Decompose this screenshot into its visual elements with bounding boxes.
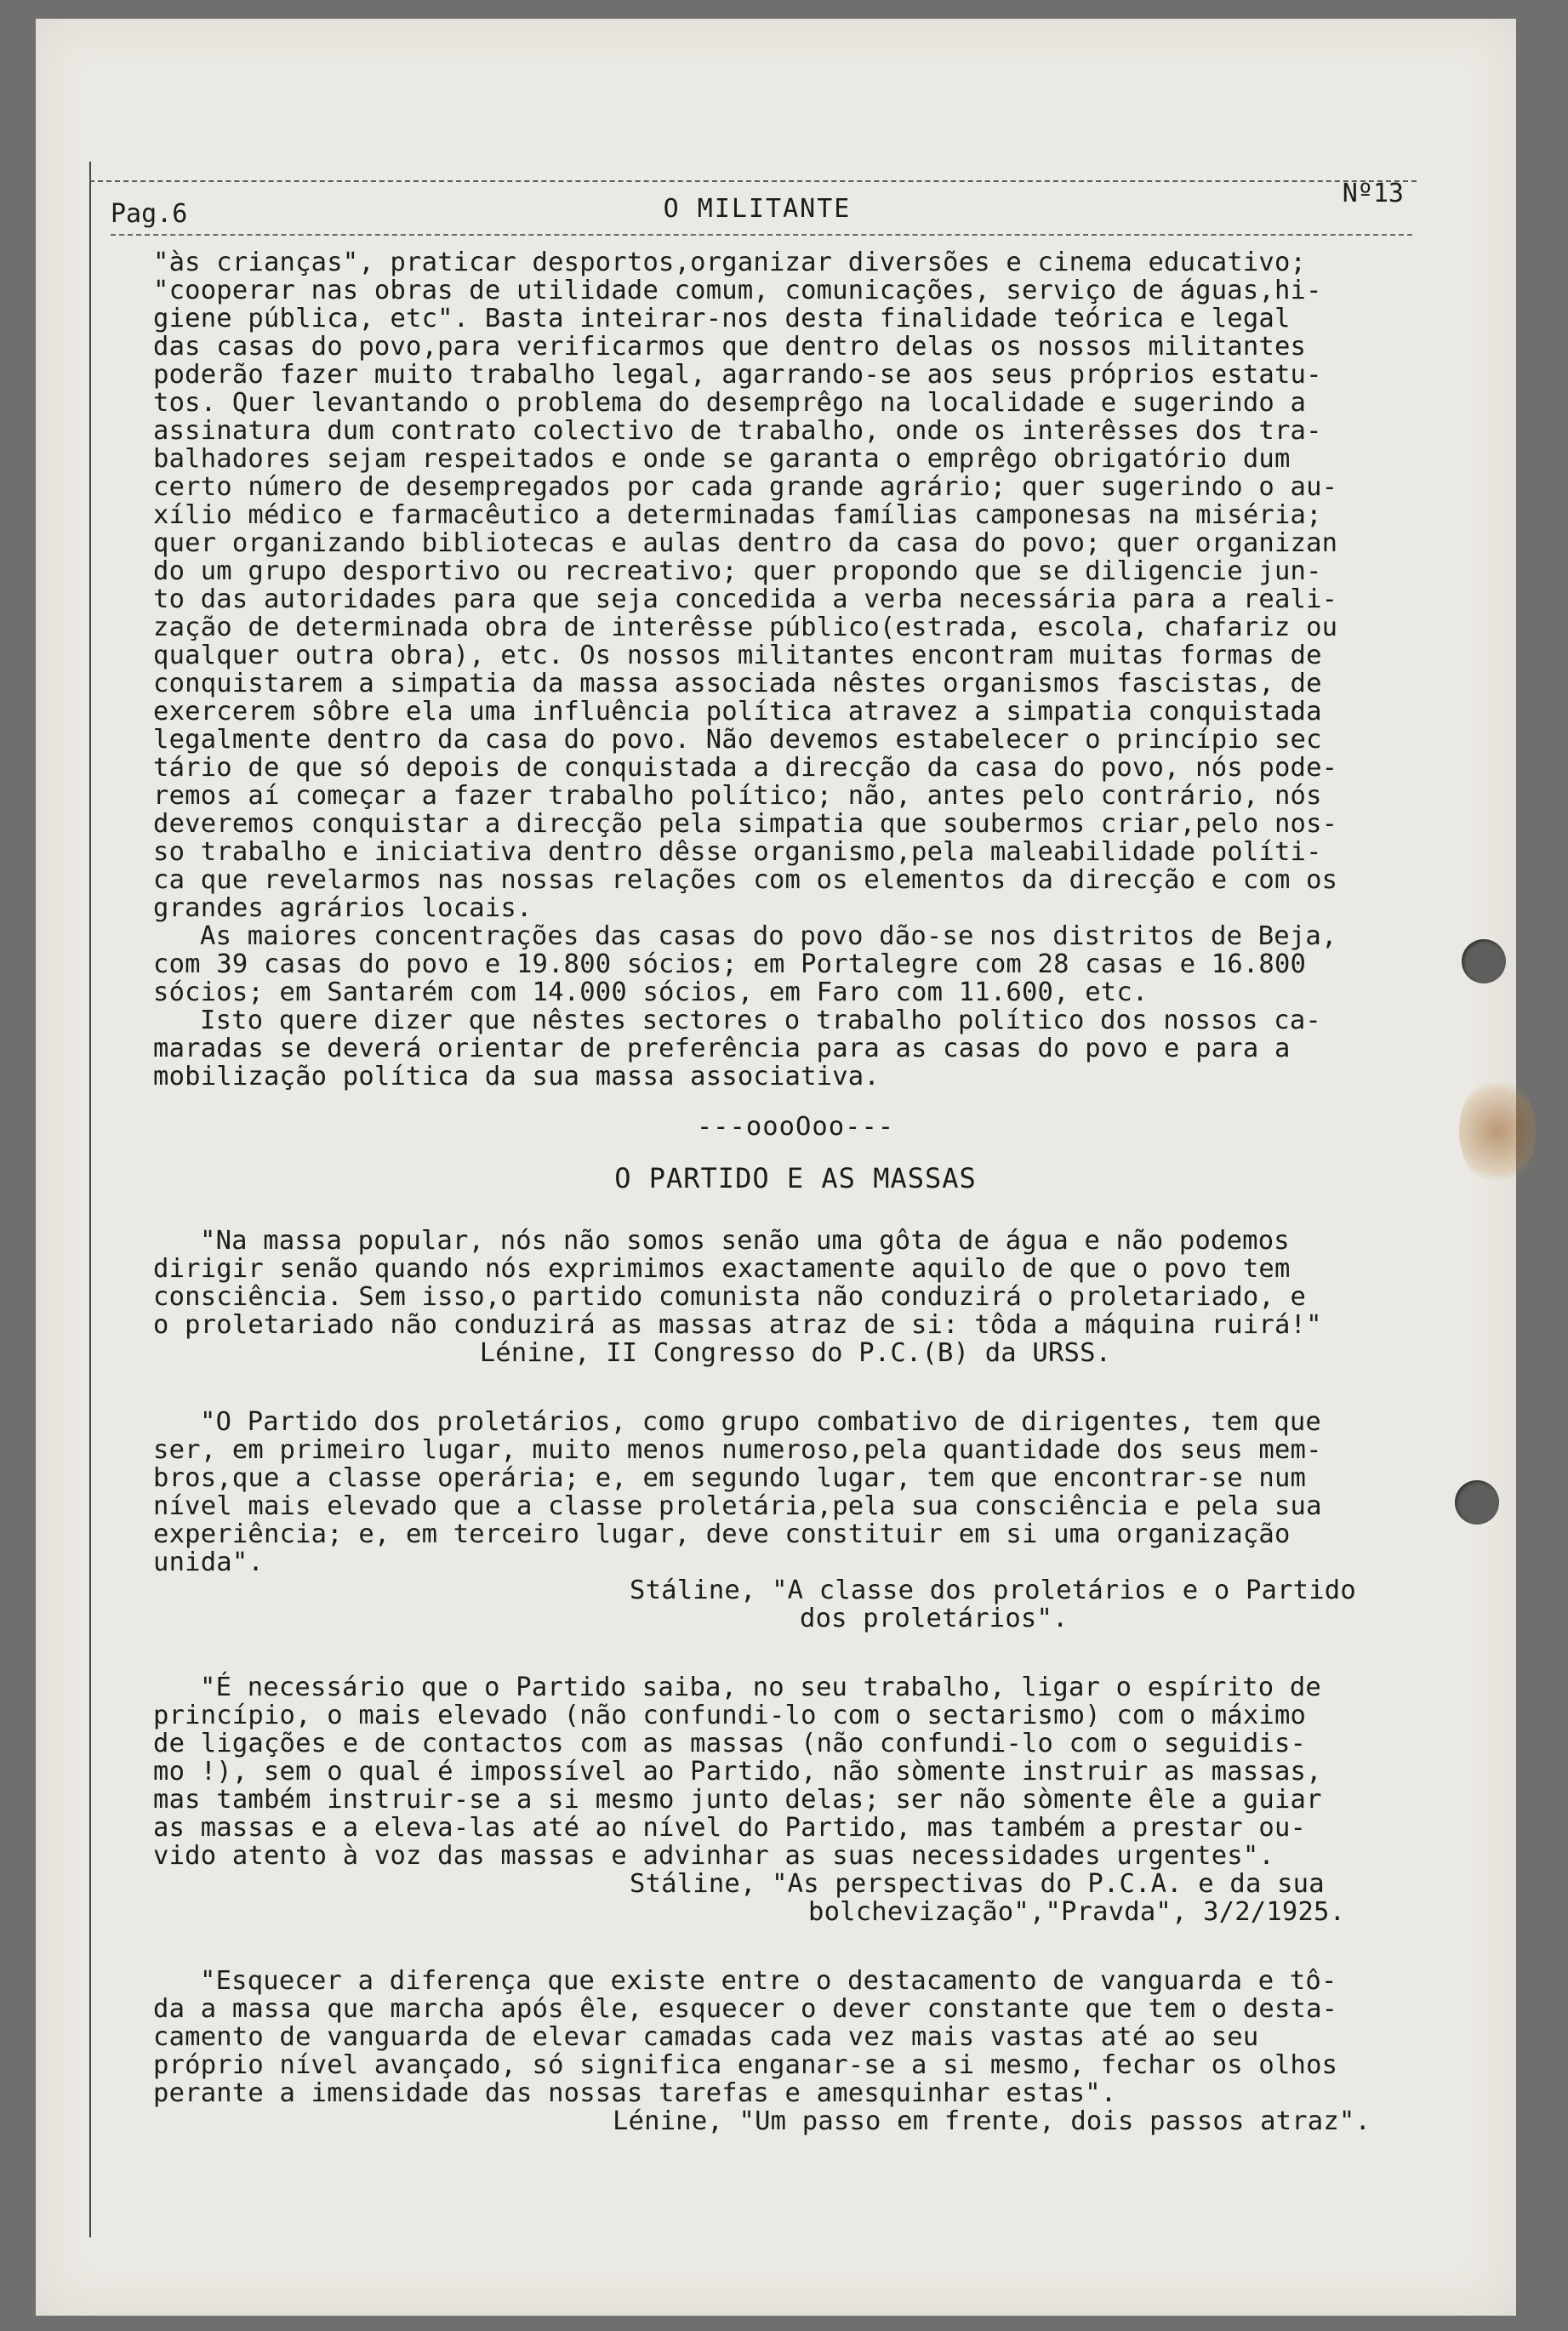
text-line: Isto quere dizer que nêstes sectores o trabalho político dos nossos ca- — [200, 1006, 1321, 1035]
text-line: certo número de desempregados por cada grande agrário; quer sugerindo o au- — [153, 472, 1338, 502]
quote-line: "O Partido dos proletários, como grupo combativo de dirigentes, tem que — [200, 1407, 1321, 1437]
quote-staline-1 — [153, 1408, 1438, 1633]
text-line: das casas do povo,para verificarmos que dentro delas os nossos militantes — [153, 332, 1307, 362]
text-line: tos. Quer levantando o problema do desemprêgo na localidade e sugerindo a — [153, 388, 1307, 418]
page-number: Pag.6 — [111, 199, 188, 229]
text-line: poderão fazer muito trabalho legal, agarrando-se aos seus próprios estatu- — [153, 360, 1322, 390]
quote-line: perante a imensidade das nossas tarefas e amesquinhar estas". — [153, 2078, 1117, 2108]
quote-line: "É necessário que o Partido saiba, no seu trabalho, ligar o espírito de — [200, 1673, 1321, 1702]
text-line: "cooperar nas obras de utilidade comum, comunicações, serviço de águas,hi- — [153, 276, 1322, 305]
quote-line: as massas e a eleva-las até ao nível do Partido, mas também a prestar ou- — [153, 1813, 1307, 1843]
section-separator: ---oooOoo--- — [696, 1112, 895, 1142]
text-line: maradas se deverá orientar de preferência para as casas do povo e para a — [153, 1034, 1291, 1063]
text-line: balhadores sejam respeitados e onde se garanta o emprêgo obrigatório dum — [153, 444, 1291, 474]
article-body — [153, 248, 1438, 2176]
quote-line: dirigir senão quando nós exprimimos exactamente aquilo de que o povo tem — [153, 1254, 1291, 1284]
text-line: xílio médico e farmacêutico a determinadas famílias camponesas na miséria; — [153, 500, 1322, 530]
text-line: do um grupo desportivo ou recreativo; quer propondo que se diligencie jun- — [153, 556, 1322, 586]
quote-line: "Na massa popular, nós não somos senão uma gôta de água e não podemos — [200, 1226, 1290, 1256]
text-line: conquistarem a simpatia da massa associada nêstes organismos fascistas, de — [153, 669, 1322, 698]
quote-line: mas também instruir-se a si mesmo junto delas; ser não sòmente êle a guiar — [153, 1785, 1322, 1815]
quote-line: nível mais elevado que a classe proletária,pela sua consciência e pela sua — [153, 1491, 1322, 1521]
page-header — [111, 179, 1404, 237]
text-line: assinatura dum contrato colectivo de trabalho, onde os interêsses dos tra- — [153, 416, 1322, 446]
text-line: so trabalho e iniciativa dentro dêsse organismo,pela maleabilidade políti- — [153, 837, 1322, 867]
text-line: As maiores concentrações das casas do povo dão-se nos distritos de Beja, — [200, 921, 1337, 951]
quote-line: camento de vanguarda de elevar camadas cada vez mais vastas até ao seu — [153, 2022, 1259, 2052]
text-line: sócios; em Santarém com 14.000 sócios, em Faro com 11.600, etc. — [153, 977, 1149, 1007]
text-line: deveremos conquistar a direcção pela simpatia que soubermos criar,pelo nos- — [153, 809, 1338, 839]
quote-attribution: Lénine, II Congresso do P.C.(B) da URSS. — [479, 1338, 1112, 1368]
quote-attribution: bolchevização","Pravda", 3/2/1925. — [808, 1897, 1346, 1927]
quote-line: mo !), sem o qual é impossível ao Partido, não sòmente instruir as massas, — [153, 1757, 1322, 1787]
header-rule — [111, 234, 1412, 236]
text-line: com 39 casas do povo e 19.800 sócios; em Portalegre com 28 casas e 16.800 — [153, 949, 1307, 979]
text-line: ca que revelarmos nas nossas relações com os elementos da direcção e com os — [153, 865, 1338, 895]
text-line: "às crianças", praticar desportos,organizar diversões e cinema educativo; — [153, 248, 1307, 277]
punch-hole-top — [1462, 939, 1506, 983]
quote-line: vido atento à voz das massas e advinhar as suas necessidades urgentes". — [153, 1841, 1274, 1871]
paragraph-3 — [153, 1006, 1438, 1091]
section-title: O PARTIDO E AS MASSAS — [614, 1162, 977, 1194]
text-line: exercerem sôbre ela uma influência política atravez a simpatia conquistada — [153, 697, 1322, 727]
quote-attribution: Stáline, "A classe dos proletários e o Partido — [630, 1576, 1356, 1605]
text-line: quer organizando bibliotecas e aulas dentro da casa do povo; quer organizan — [153, 528, 1338, 558]
quote-line: bros,que a classe operária; e, em segundo lugar, tem que encontrar-se num — [153, 1463, 1307, 1493]
quote-lenine-2 — [153, 1967, 1438, 2135]
text-line: tário de que só depois de conquistada a direcção da casa do povo, nós pode- — [153, 753, 1338, 783]
text-line: giene pública, etc". Basta inteirar-nos desta finalidade teórica e legal — [153, 304, 1291, 333]
quote-lenine-1 — [153, 1227, 1438, 1367]
issue-number: Nº13 — [1342, 179, 1404, 208]
quote-line: "Esquecer a diferença que existe entre o destacamento de vanguarda e tô- — [200, 1966, 1337, 1996]
quote-attribution: Stáline, "As perspectivas do P.C.A. e da sua — [630, 1869, 1325, 1899]
text-line: remos aí começar a fazer trabalho político; não, antes pelo contrário, nós — [153, 781, 1322, 811]
text-line: qualquer outra obra), etc. Os nossos militantes encontram muitas formas de — [153, 641, 1322, 670]
newspaper-title: O MILITANTE — [663, 194, 852, 224]
text-line: zação de determinada obra de interêsse público(estrada, escola, chafariz ou — [153, 613, 1338, 642]
quote-line: princípio, o mais elevado (não confundi-lo com o sectarismo) com o máximo — [153, 1701, 1307, 1730]
text-line: legalmente dentro da casa do povo. Não devemos estabelecer o princípio sec — [153, 725, 1322, 755]
quote-staline-2 — [153, 1673, 1438, 1926]
paragraph-2 — [153, 922, 1438, 1006]
quote-line: consciência. Sem isso,o partido comunista não conduzirá o proletariado, e — [153, 1282, 1307, 1312]
quote-line: próprio nível avançado, só significa enganar-se a si mesmo, fechar os olhos — [153, 2050, 1338, 2080]
quote-attribution: dos proletários". — [800, 1604, 1069, 1633]
quote-attribution: Lénine, "Um passo em frente, dois passos atraz". — [613, 2106, 1371, 2136]
paragraph-1 — [153, 248, 1438, 922]
quote-line: da a massa que marcha após êle, esquecer o dever constante que tem o desta- — [153, 1994, 1338, 2024]
text-line: grandes agrários locais. — [153, 893, 533, 923]
quote-line: unida". — [153, 1547, 264, 1577]
top-rule — [89, 180, 1417, 182]
punch-hole-bottom — [1455, 1480, 1499, 1525]
quote-line: o proletariado não conduzirá as massas atraz de si: tôda a máquina ruirá!" — [153, 1310, 1322, 1340]
quote-line: ser, em primeiro lugar, muito menos numeroso,pela quantidade dos seus mem- — [153, 1435, 1322, 1465]
quote-line: experiência; e, em terceiro lugar, deve constituir em si uma organização — [153, 1519, 1291, 1549]
text-line: mobilização política da sua massa associativa. — [153, 1062, 880, 1091]
rust-stain — [1459, 1076, 1536, 1187]
quote-line: de ligações e de contactos com as massas (não confundi-lo com o seguidis- — [153, 1729, 1307, 1758]
text-line: to das autoridades para que seja concedida a verba necessária para a reali- — [153, 584, 1338, 614]
